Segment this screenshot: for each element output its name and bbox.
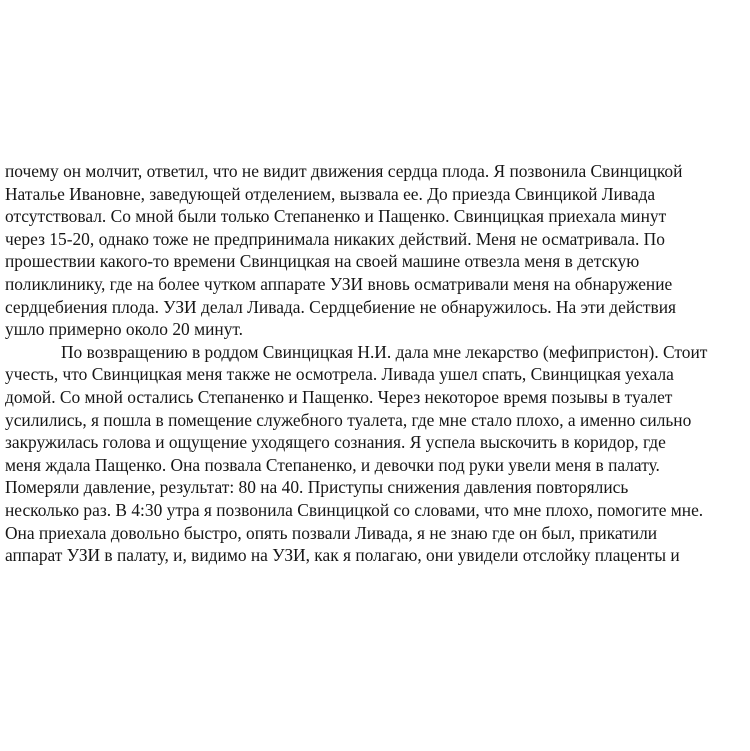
document-text-block	[5, 160, 746, 567]
text-line: Она приехала довольно быстро, опять позвали Ливада, я не знаю где он был, прикатили	[5, 522, 658, 543]
text-line: отсутствовал. Со мной были только Степаненко и Пащенко. Свинцицкая приехала минут	[5, 206, 667, 227]
text-line: Наталье Ивановне, заведующей отделением, вызвала ее. До приезда Свинцикой Ливада	[5, 183, 656, 204]
text-line: учесть, что Свинцицкая меня также не осмотрела. Ливада ушел спать, Свинцицкая уехала	[5, 364, 674, 385]
text-line: несколько раз. В 4:30 утра я позвонила Свинцицкой со словами, что мне плохо, помогите мне.	[5, 499, 704, 520]
text-line: домой. Со мной остались Степаненко и Пащенко. Через некоторое время позывы в туалет	[5, 386, 673, 407]
text-line: поликлинику, где на более чутком аппарате УЗИ вновь осматривали меня на обнаружение	[5, 273, 673, 294]
text-line: через 15-20, однако тоже не предпринимала никаких действий. Меня не осматривала. По	[5, 228, 665, 249]
paragraph-first-line: По возвращению в роддом Свинцицкая Н.И. дала мне лекарство (мефипристон). Стоит	[61, 341, 708, 362]
text-line: ушло примерно около 20 минут.	[5, 319, 244, 340]
text-line: почему он молчит, ответил, что не видит движения сердца плода. Я позвонила Свинцицкой	[5, 161, 683, 181]
text-line: аппарат УЗИ в палату, и, видимо на УЗИ, как я полагаю, они увидели отслойку плаценты и	[5, 545, 680, 566]
text-line: Померяли давление, результат: 80 на 40. Приступы снижения давления повторялись	[5, 477, 629, 498]
text-line: закружилась голова и ощущение уходящего сознания. Я успела выскочить в коридор, где	[5, 432, 666, 453]
text-line: усилились, я пошла в помещение служебного туалета, где мне стало плохо, а именно сильно	[5, 409, 692, 430]
text-line: сердцебиения плода. УЗИ делал Ливада. Сердцебиение не обнаружилось. На эти действия	[5, 296, 676, 317]
text-line: меня ждала Пащенко. Она позвала Степаненко, и девочки под руки увели меня в палату.	[5, 454, 660, 475]
text-line: прошествии какого-то времени Свинцицкая на своей машине отвезла меня в детскую	[5, 251, 640, 272]
